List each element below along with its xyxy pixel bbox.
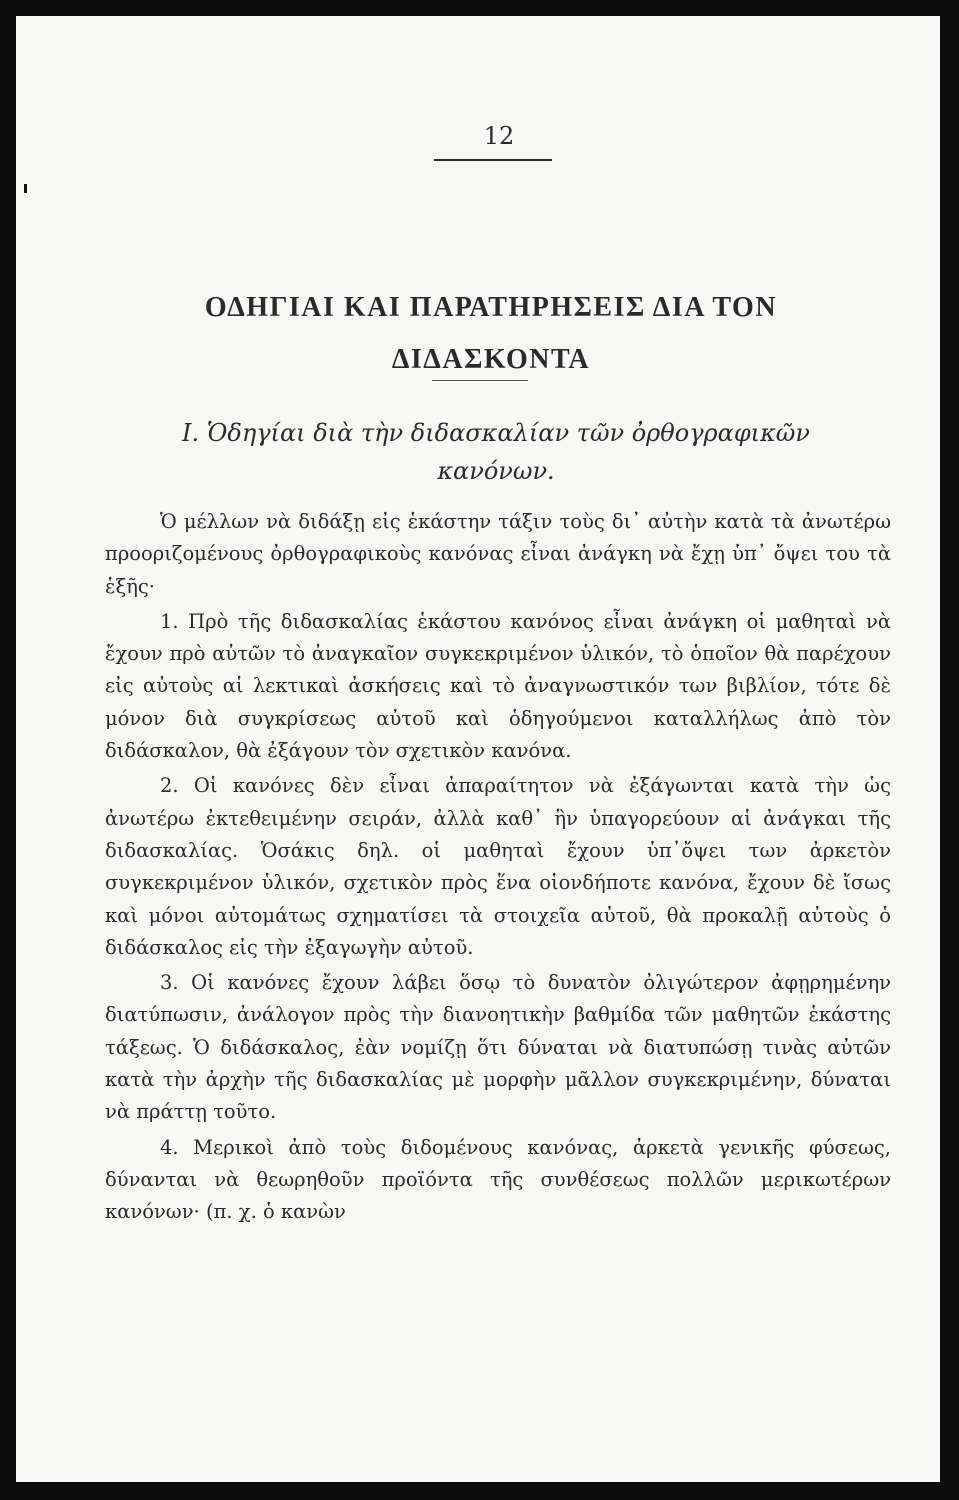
page-number-rule (434, 159, 552, 161)
body-text (105, 506, 891, 1229)
paragraph-intro: Ὁ μέλλων νὰ διδάξῃ εἰς ἑκάστην τάξιν τοὺς δι᾽ αὐτὴν κατὰ τὰ ἀνωτέρω προοριζομένους ὀρθογραφικοὺς κανόνας εἶναι ἀνάγκη νὰ ἔχῃ ὑπ᾽ ὄψει του τὰ ἑξῆς· (105, 510, 891, 598)
title-line-1: ΟΔΗΓΙΑΙ ΚΑΙ ΠΑΡΑΤΗΡΗΣΕΙΣ ΔΙΑ ΤΟΝ (204, 292, 778, 323)
paragraph-2: 2. Οἱ κανόνες δὲν εἶναι ἀπαραίτητον νὰ ἐξάγωνται κατὰ τὴν ὡς ἀνωτέρω ἐκτεθειμένην σειράν, ἀλλὰ καθ᾽ ἣν ὑπαγορεύουν αἱ ἀνάγκαι τῆς διδασκαλίας. Ὁσάκις δηλ. οἱ μαθηταὶ ἔχουν ὑπ᾽ὄψει των ἀρκετὸν συγκεκριμένον ὑλικόν, σχετικὸν πρὸς ἕνα οἱονδήποτε κανόνα, ἔχουν δὲ ἴσως καὶ μόνοι αὐτομάτως σχηματίσει τὰ στοιχεῖα αὐτοῦ, θὰ προκαλῇ αὐτοὺς ὁ διδάσκαλος εἰς τὴν ἐξαγωγὴν αὐτοῦ. (105, 774, 891, 959)
section-heading-line-2: κανόνων. (437, 457, 555, 485)
scan-mark (24, 184, 27, 193)
section-heading-line-1: Ι. Ὁδηγίαι διὰ τὴν διδασκαλίαν τῶν ὀρθογραφικῶν (182, 419, 810, 447)
book-page (16, 16, 940, 1482)
title-line-2: ΔΙΔΑΣΚΟΝΤΑ (391, 344, 591, 375)
page-title (96, 282, 886, 386)
page-number: 12 (483, 122, 515, 150)
title-divider (432, 380, 528, 381)
paragraph-4: 4. Μερικοὶ ἀπὸ τοὺς διδομένους κανόνας, ἀρκετὰ γενικῆς φύσεως, δύνανται νὰ θεωρηθοῦν προϊόντα τῆς συνθέσεως πολλῶν μερικωτέρων κανόνων· (π. χ. ὁ κανὼν (105, 1135, 891, 1224)
paragraph-1: 1. Πρὸ τῆς διδασκαλίας ἑκάστου κανόνος εἶναι ἀνάγκη οἱ μαθηταὶ νὰ ἔχουν πρὸ αὐτῶν τὸ ἀναγκαῖον συγκεκριμένον ὑλικόν, τὸ ὁποῖον θὰ παρέχουν εἰς αὐτοὺς αἱ λεκτικαὶ ἀσκήσεις καὶ τὸ ἀναγνωστικόν των βιβλίον, τότε δὲ μόνον διὰ συγκρίσεως αὐτοῦ καὶ ὁδηγούμενοι καταλλήλως ἀπὸ τὸν διδάσκαλον, θὰ ἐξάγουν τὸν σχετικὸν κανόνα. (105, 609, 891, 763)
section-heading (116, 414, 876, 490)
paragraph-3: 3. Οἱ κανόνες ἔχουν λάβει ὅσῳ τὸ δυνατὸν ὀλιγώτερον ἀφῃρημένην διατύπωσιν, ἀνάλογον πρὸς τὴν διανοητικὴν βαθμίδα τῶν μαθητῶν ἑκάστης τάξεως. Ὁ διδάσκαλος, ἐὰν νομίζῃ ὅτι δύναται νὰ διατυπώσῃ τινὰς αὐτῶν κατὰ τὴν ἀρχὴν τῆς διδασκαλίας μὲ μορφὴν μᾶλλον συγκεκριμένην, δύναται νὰ πράττῃ τοῦτο. (105, 971, 891, 1124)
